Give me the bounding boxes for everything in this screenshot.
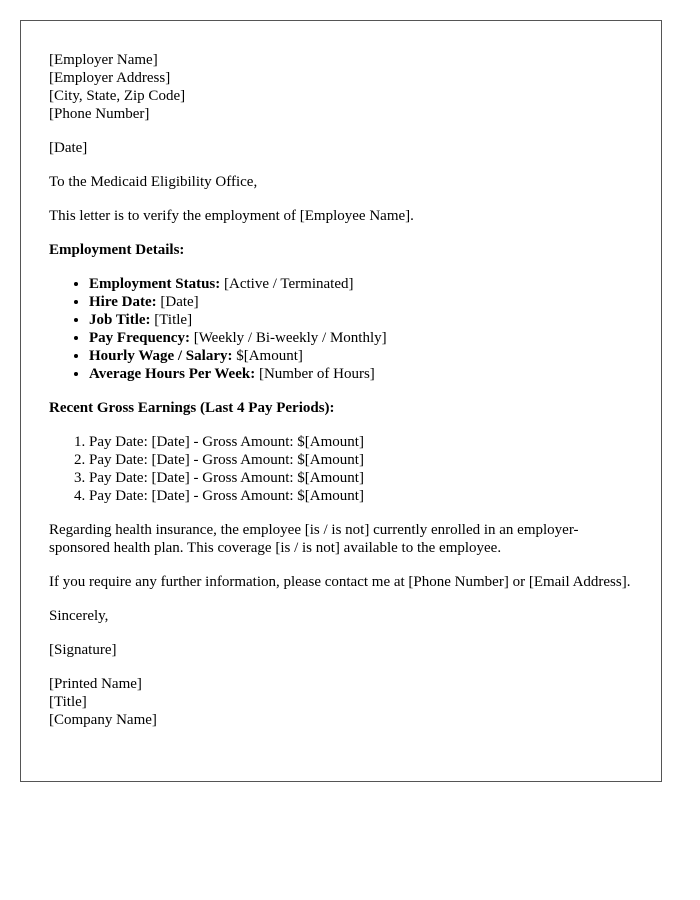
earnings-heading: Recent Gross Earnings (Last 4 Pay Periods):	[49, 400, 335, 416]
earnings-item: 4. Pay Date: [Date] - Gross Amount: $[Amount]	[89, 487, 633, 505]
earnings-item: 3. Pay Date: [Date] - Gross Amount: $[Amount]	[89, 469, 633, 487]
earnings-list	[49, 433, 633, 505]
employment-details-heading: Employment Details:	[49, 242, 185, 258]
company-name: [Company Name]	[49, 712, 157, 728]
printed-name: [Printed Name]	[49, 676, 142, 692]
detail-label: Hire Date:	[89, 294, 157, 310]
detail-item	[89, 329, 633, 347]
detail-value: [Number of Hours]	[255, 366, 375, 382]
earnings-item: 2. Pay Date: [Date] - Gross Amount: $[Amount]	[89, 451, 633, 469]
detail-label: Job Title:	[89, 312, 151, 328]
employer-city-state-zip: [City, State, Zip Code]	[49, 88, 186, 104]
detail-label: Average Hours Per Week:	[89, 366, 256, 382]
detail-label: Employment Status:	[89, 276, 221, 292]
detail-label: Hourly Wage / Salary:	[89, 348, 233, 364]
detail-item	[89, 347, 633, 365]
detail-value: [Date]	[156, 294, 199, 310]
detail-item	[89, 293, 633, 311]
letter-document	[20, 20, 662, 782]
insurance-paragraph: Regarding health insurance, the employee [is / is not] currently enrolled in an employer-sponsored health plan. This coverage [is / is not] available to the employee.	[49, 522, 579, 556]
detail-value: [Weekly / Bi-weekly / Monthly]	[189, 330, 387, 346]
intro-paragraph: This letter is to verify the employment of [Employee Name].	[49, 208, 414, 224]
earnings-item: 1. Pay Date: [Date] - Gross Amount: $[Amount]	[89, 433, 633, 451]
closing: Sincerely,	[49, 608, 109, 624]
signature-placeholder: [Signature]	[49, 642, 117, 658]
employment-details-list	[49, 275, 633, 383]
salutation: To the Medicaid Eligibility Office,	[49, 174, 258, 190]
employer-name: [Employer Name]	[49, 52, 158, 68]
detail-value: [Title]	[150, 312, 193, 328]
detail-item	[89, 311, 633, 329]
contact-paragraph: If you require any further information, please contact me at [Phone Number] or [Email Address].	[49, 574, 631, 590]
detail-value: $[Amount]	[232, 348, 303, 364]
detail-value: [Active / Terminated]	[220, 276, 354, 292]
employer-phone: [Phone Number]	[49, 106, 150, 122]
detail-item	[89, 365, 633, 383]
signer-title: [Title]	[49, 694, 87, 710]
employer-address: [Employer Address]	[49, 70, 171, 86]
detail-label: Pay Frequency:	[89, 330, 190, 346]
signer-block	[49, 675, 633, 729]
employer-header	[49, 51, 633, 123]
letter-date: [Date]	[49, 140, 88, 156]
detail-item	[89, 275, 633, 293]
